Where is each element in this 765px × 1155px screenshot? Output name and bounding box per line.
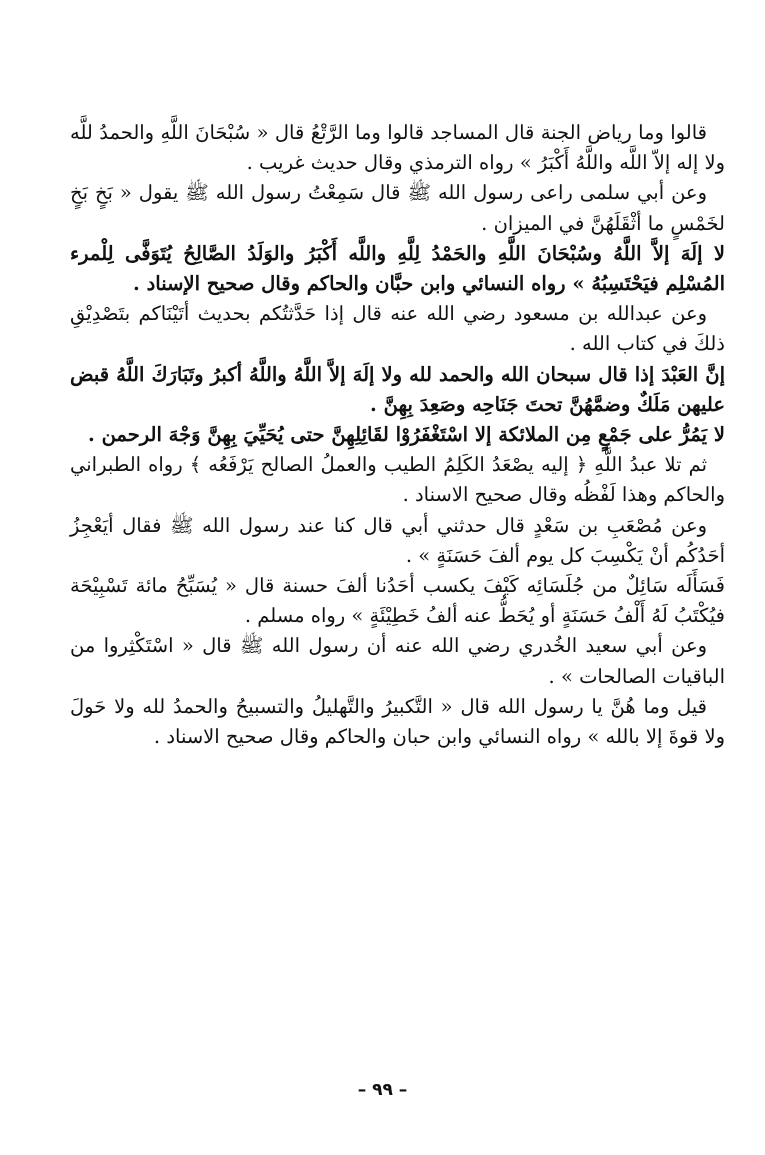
paragraph-1: قالوا وما رياض الجنة قال المساجد قالوا وما الرَّتْعُ قال « سُبْحَانَ اللَّهِ والحمدُ للَّه ولا إله إلاّ اللَّه واللَّهُ أَكْبَرُ » رواه الترمذي وقال حديث غريب .: [70, 121, 725, 175]
paragraph-7: ثم تلا عبدُ اللَّهِ ﴿ إليه يصْعَدُ الكَلِمُ الطيب والعملُ الصالح يَرْفَعُه ﴾ رواه الطبراني والحاكم وهذا لَفْظُه وقال صحيح الاسناد .: [70, 453, 725, 507]
paragraph-11: قيل وما هُنَّ يا رسول الله قال « التَّكبيرُ والتَّهليلُ والتسبيحُ والحمدُ لله ولا حَولَ ولا قوةَ إلا بالله » رواه النسائي وابن حبان والحاكم وقال صحيح الاسناد .: [70, 694, 725, 749]
paragraph-3: لا إلَهَ إلاَّ اللَّهُ وسُبْحَانَ اللَّهِ والحَمْدُ لِلَّهِ واللَّه أَكْبَرُ والوَلَدُ الصَّالِحُ يُتَوَفَّى لِلْمرء المُسْلِم فيَحْتَسِبُهُ » رواه النسائي وابن حبَّان والحاكم وقال صحيح الإسناد .: [70, 241, 725, 296]
paragraph-4: وعن عبدالله بن مسعود رضي الله عنه قال إذا حَدَّثتُكم بحديث أتَيْنَاكم بتَصْدِيْقِ ذلكَ في كتاب الله .: [70, 302, 725, 356]
paragraph-10: وعن أبي سعيد الخُدري رضي الله عنه أن رسول الله ﷺ قال « اسْتَكْثِروا من الباقيات الصالحات » .: [70, 634, 725, 688]
paragraph-9: فَسَأَلَه سَائِلٌ من جُلَسَائِه كَيْفَ يكسب أحَدُنا ألفَ حسنة قال « يُسَبِّحُ مائة تَسْبِيْحَة فيُكْتَبُ لَهُ أَلْفُ حَسَنَةٍ أو يُحَطُّ عنه ألفُ خَطِيْئَةٍ » رواه مسلم .: [70, 574, 725, 628]
paragraph-5: إنَّ العَبْدَ إذا قال سبحان الله والحمد لله ولا إلَهَ إلاَّ اللَّهُ واللَّهُ أكبرُ وتَبَارَكَ اللَّهُ قبض عليهن مَلَكٌ وضمَّهُنَّ تحتَ جَنَاحِه وصَعِدَ بِهِنَّ .: [70, 362, 725, 416]
page-number: – ٩٩ –: [357, 1080, 408, 1100]
paragraph-2: وعن أبي سلمى راعى رسول الله ﷺ قال سَمِعْتُ رسول الله ﷺ يقول « بَخٍ بَخٍ لخَمْسٍ ما أثْقَلَهُنَّ في الميزان .: [70, 181, 725, 235]
paragraph-6: لا يَمُرُّ على جَمْعٍ مِن الملائكة إلا اسْتَغْفَرُوْا لقَائِلِهِنَّ حتى يُحَيِّيَ بِهِنَّ وَجْهَ الرحمن .: [88, 423, 725, 447]
text-block: [70, 118, 725, 752]
paragraph-8: وعن مُصْعَبِ بن سَعْدٍ قال حدثني أبي قال كنا عند رسول الله ﷺ فقال أيَعْجِزُ أحَدُكُم أنْ يَكْسِبَ كل يوم ألفَ حَسَنَةٍ » .: [70, 513, 725, 567]
